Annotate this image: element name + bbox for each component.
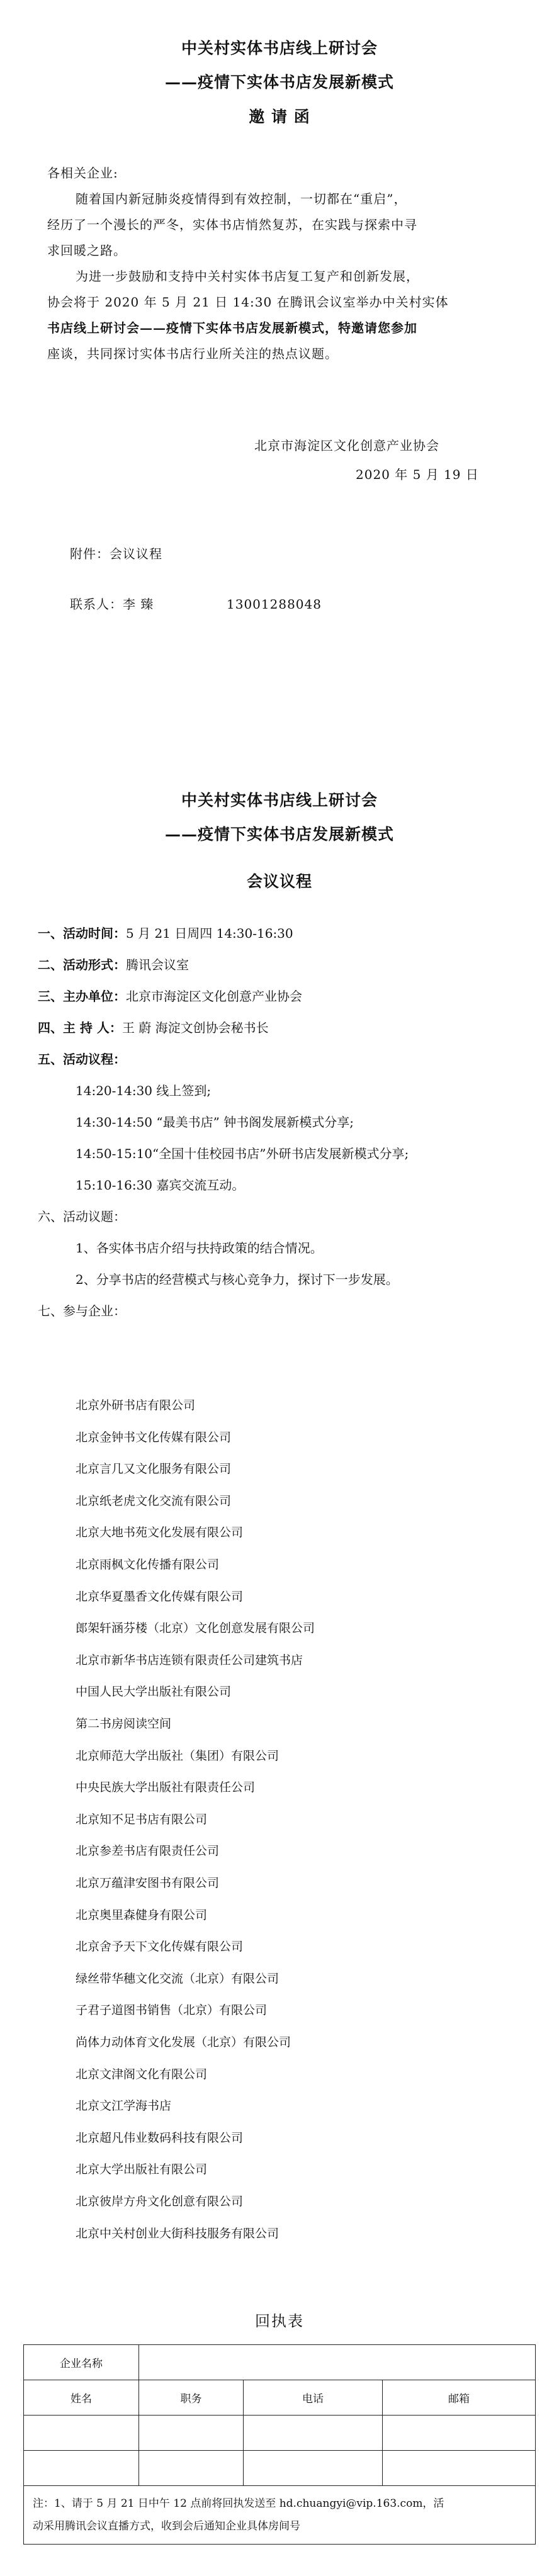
company-item: 北京知不足书店有限公司 xyxy=(76,1812,208,1826)
company-item: 北京金钟书文化传媒有限公司 xyxy=(76,1430,232,1444)
table-cell[interactable] xyxy=(24,2416,139,2451)
topics-list xyxy=(38,1232,409,1295)
agenda-item xyxy=(38,1043,409,1075)
para2-line1: 为进一步鼓励和支持中关村实体书店复工复产和创新发展， xyxy=(76,269,419,284)
company-item: 北京文津阁文化有限公司 xyxy=(76,2067,208,2081)
schedule-item: 15:10-16:30 嘉宾交流互动。 xyxy=(76,1178,245,1193)
agenda-item xyxy=(38,918,409,949)
schedule-item: 14:30-14:50 “最美书店” 钟书阁发展新模式分享; xyxy=(76,1115,354,1130)
receipt-note-line2: 动采用腾讯会议直播方式，收到会后通知企业具体房间号 xyxy=(33,2520,300,2533)
table-cell[interactable] xyxy=(244,2451,383,2486)
company-item: 北京彼岸方舟文化创意有限公司 xyxy=(76,2195,244,2208)
column-header-phone: 电话 xyxy=(244,2380,383,2416)
contact-phone: 13001288048 xyxy=(227,597,322,612)
table-cell[interactable] xyxy=(383,2451,536,2486)
receipt-note xyxy=(24,2486,536,2545)
agenda-item-value: 腾讯会议室 xyxy=(126,957,189,972)
company-item: 北京雨枫文化传播有限公司 xyxy=(76,1558,220,1572)
para1-line2: 经历了一个漫长的严冬，实体书店悄然复苏，在实践与探索中寻 xyxy=(47,217,417,232)
company-item: 北京文江学海书店 xyxy=(76,2099,172,2113)
schedule-item: 14:20-14:30 线上签到; xyxy=(76,1083,212,1098)
agenda-item-label: 四、主 持 人： xyxy=(38,1020,122,1035)
company-item: 北京奥里森健身有限公司 xyxy=(76,1908,208,1922)
agenda-item-value: 5 月 21 日周四 14:30-16:30 xyxy=(126,926,293,941)
contact-person: 联系人：李 臻 xyxy=(70,597,154,612)
para2-line3: 书店线上研讨会——疫情下实体书店发展新模式，特邀请您参加 xyxy=(47,320,417,335)
agenda-item-value: 北京市海淀区文化创意产业协会 xyxy=(126,989,302,1004)
company-item: 子君子道图书销售（北京）有限公司 xyxy=(76,2003,268,2018)
company-item: 绿丝带华穗文化交流（北京）有限公司 xyxy=(76,1971,280,1986)
agenda-item-label: 三、主办单位： xyxy=(38,989,126,1004)
topic-item: 1、各实体书店介绍与扶持政策的结合情况。 xyxy=(76,1240,323,1256)
agenda-item xyxy=(38,1012,409,1043)
receipt-title: 回执表 xyxy=(255,2312,304,2330)
para1-line3: 求回暖之路。 xyxy=(47,243,127,258)
schedule-item: 14:50-15:10“全国十佳校园书店”外研书店发展新模式分享; xyxy=(76,1146,409,1161)
agenda-title-2: ——疫情下实体书店发展新模式 xyxy=(164,825,394,843)
attachment-note: 附件：会议议程 xyxy=(70,546,162,561)
company-item: 郎架轩涵芬楼（北京）文化创意发展有限公司 xyxy=(76,1621,315,1636)
agenda-item-label: 一、活动时间： xyxy=(38,926,126,941)
para2-line2: 协会将于 2020 年 5 月 21 日 14:30 在腾讯会议室举办中关村实体 xyxy=(47,295,449,310)
agenda-items xyxy=(38,918,409,1327)
company-item: 中国人民大学出版社有限公司 xyxy=(76,1685,232,1699)
company-item: 中央民族大学出版社有限责任公司 xyxy=(76,1780,256,1795)
company-item: 北京参差书店有限责任公司 xyxy=(76,1844,220,1859)
companies-label: 七、参与企业： xyxy=(38,1303,126,1319)
company-item: 北京纸老虎文化交流有限公司 xyxy=(76,1493,232,1508)
company-name-cell[interactable] xyxy=(139,2345,536,2380)
company-item: 北京华夏墨香文化传媒有限公司 xyxy=(76,1589,244,1604)
company-item: 北京中关村创业大街科技服务有限公司 xyxy=(76,2226,280,2241)
agenda-item xyxy=(38,981,409,1012)
agenda-item-label: 五、活动议程： xyxy=(38,1052,126,1067)
agenda-title-3: 会议议程 xyxy=(246,872,312,891)
table-cell[interactable] xyxy=(139,2416,244,2451)
topics-label: 六、活动议题： xyxy=(38,1209,126,1224)
column-header-name: 姓名 xyxy=(24,2380,139,2416)
company-item: 北京大学出版社有限公司 xyxy=(76,2163,208,2177)
company-item: 第二书房阅读空间 xyxy=(76,1717,172,1731)
receipt-table xyxy=(23,2344,536,2545)
topic-item: 2、分享书店的经营模式与核心竞争力，探讨下一步发展。 xyxy=(76,1272,398,1287)
company-item: 北京万蕴津安图书有限公司 xyxy=(76,1876,220,1890)
company-name-label: 企业名称 xyxy=(24,2345,139,2380)
agenda-title-1: 中关村实体书店线上研讨会 xyxy=(181,791,378,809)
column-header-position: 职务 xyxy=(139,2380,244,2416)
invitation-title-1: 中关村实体书店线上研讨会 xyxy=(181,39,378,57)
table-cell[interactable] xyxy=(139,2451,244,2486)
column-header-email: 邮箱 xyxy=(383,2380,536,2416)
agenda-item-value: 王 蔚 海淀文创协会秘书长 xyxy=(121,1020,269,1035)
company-item: 北京市新华书店连锁有限责任公司建筑书店 xyxy=(76,1653,303,1667)
company-item: 尚体力动体育文化发展（北京）有限公司 xyxy=(76,2035,291,2049)
company-item: 北京舍予天下文化传媒有限公司 xyxy=(76,1940,244,1954)
para1-line1: 随着国内新冠肺炎疫情得到有效控制，一切都在“重启”， xyxy=(76,191,407,206)
company-item: 北京外研书店有限公司 xyxy=(76,1398,196,1412)
agenda-item-label: 二、活动形式： xyxy=(38,957,126,972)
company-item: 北京师范大学出版社（集团）有限公司 xyxy=(76,1748,280,1763)
table-cell[interactable] xyxy=(24,2451,139,2486)
salutation: 各相关企业: xyxy=(47,166,118,181)
invitation-title-2: ——疫情下实体书店发展新模式 xyxy=(164,73,394,91)
signature-date: 2020 年 5 月 19 日 xyxy=(356,467,479,482)
table-cell[interactable] xyxy=(383,2416,536,2451)
signature-org: 北京市海淀区文化创意产业协会 xyxy=(254,438,439,453)
table-cell[interactable] xyxy=(244,2416,383,2451)
invitation-title-3: 邀 请 函 xyxy=(249,108,310,126)
para2-line4: 座谈，共同探讨实体书店行业所关注的热点议题。 xyxy=(47,346,338,361)
receipt-note-line1: 注：1、请于 5 月 21 日中午 12 点前将回执发送至 hd.chuangyi@vip.163.com，活 xyxy=(33,2497,444,2510)
company-item: 北京大地书苑文化发展有限公司 xyxy=(76,1526,244,1540)
company-item: 北京超凡伟业数码科技有限公司 xyxy=(76,2130,244,2145)
company-item: 北京言几又文化服务有限公司 xyxy=(76,1462,232,1476)
agenda-item xyxy=(38,949,409,981)
schedule-list xyxy=(38,1075,409,1201)
